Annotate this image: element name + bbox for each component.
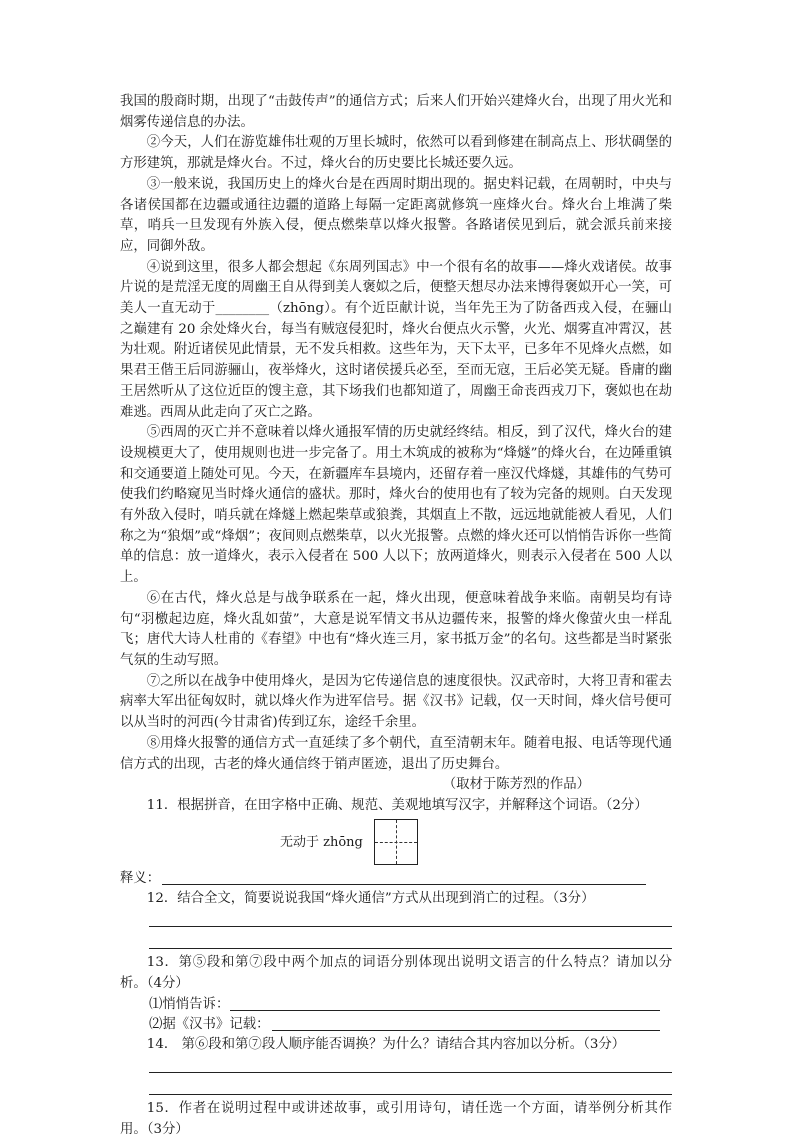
q13-part-2-label: ⑵据《汉书》记载： (149, 1016, 270, 1032)
q13-part-1-answer-line[interactable] (230, 1010, 660, 1011)
tianzige-box[interactable] (374, 819, 418, 865)
q14-answer-line-1[interactable] (120, 1055, 672, 1077)
paragraph-7: ⑦之所以在战争中使用烽火，是因为它传递信息的速度很快。汉武帝时，大将卫青和霍去病率大军出征匈奴时，就以烽火作为进军信号。据《汉书》记载，仅一天时间，烽火信号便可以从当时的河西(今甘肃省)传到辽东，途经千余里。 (120, 673, 672, 731)
meaning-label: 释义： (120, 870, 161, 886)
pinyin-prompt: 无动于 zhōng (280, 834, 363, 850)
q13-part-2-answer-line[interactable] (272, 1030, 660, 1031)
q13-part-1-row (120, 995, 672, 1015)
questions (120, 796, 672, 1141)
paragraph-3: ③一般来说，我国历史上的烽火台是在西周时期出现的。据史料记载，在周朝时，中央与各诸侯国都在边疆或通往边疆的道路上每隔一定距离就修筑一座烽火台。烽火台上堆满了柴草，哨兵一旦发现有外族入侵，便点燃柴草以烽火报警。各路诸侯见到后，就会派兵前来接应，同御外敌。 (120, 176, 672, 254)
grid-horizontal-guide (375, 842, 417, 843)
underline (149, 1072, 672, 1073)
meaning-row (120, 869, 672, 889)
q12-answer-line-2[interactable] (120, 931, 672, 953)
q12-answer-line-1[interactable] (120, 909, 672, 931)
meaning-answer-line[interactable] (162, 884, 646, 885)
character-grid-row (120, 817, 672, 869)
article (120, 92, 672, 796)
q13-part-2-row (120, 1015, 672, 1035)
paragraph-5: ⑤西周的灭亡并不意味着以烽火通报军情的历史就经终结。相反，到了汉代，烽火台的建设规模更大了，使用规则也进一步完备了。用土木筑成的被称为“烽燧”的烽火台，在边陲重镇和交通要道上随处可见。今天，在新疆库车县境内，还留存着一座汉代烽燧，其雄伟的气势可使我们约略窥见当时烽火通信的盛状。那时，烽火台的使用也有了较为完备的规则。白天发现有外敌入侵时，哨兵就在烽燧上燃起柴草或狼粪，其烟直上不散，远远地就能被人看见，人们称之为“狼烟”或“烽烟”；夜间则点燃柴草，以火光报警。点燃的烽火还可以悄悄告诉你一些简单的信息：放一道烽火，表示入侵者在 500 人以下；放两道烽火，则表示入侵者在 500 人以上。 (120, 425, 672, 586)
question-15: 15．作者在说明过程中或讲述故事，或引用诗句，请任选一个方面，请举例分析其作用。（3分） (120, 1101, 672, 1138)
underline (149, 948, 672, 949)
paragraph-8: ⑧用烽火报警的通信方式一直延续了多个朝代，直至清朝末年。随着电报、电话等现代通信方式的出现，古老的烽火通信终于销声匿迹，退出了历史舞台。 (120, 735, 672, 772)
paragraph-6: ⑥在古代，烽火总是与战争联系在一起，烽火出现，便意味着战争来临。南朝吴均有诗句“羽檄起边庭，烽火乱如萤”，大意是说军情文书从边疆传来，报警的烽火像萤火虫一样乱飞；唐代大诗人杜甫的《春望》中也有“烽火连三月，家书抵万金”的名句。这些都是当时紧张气氛的生动写照。 (120, 590, 672, 668)
question-14: 14． 第⑥段和第⑦段人顺序能否调换？为什么？请结合其内容加以分析。（3分） (146, 1036, 626, 1052)
paragraph-4: ④说到这里，很多人都会想起《东周列国志》中一个很有名的故事——烽火戏诸侯。故事片说的是荒淫无度的周幽王自从得到美人褒姒之后，便整天想尽办法来博得褒姒开心一笑，可美人一直无动于________（zhōng）。有个近臣献计说，当年先王为了防备西戎入侵，在骊山之巅建有 20 余处烽火台，每当有贼寇侵犯时，烽火台便点火示警，火光、烟雾直冲霄汉，甚为壮观。附近诸侯见此情景，无不发兵相救。这些年为，天下太平，已多年不见烽火点燃，如果君王偕王后同游骊山，夜举烽火，这时诸侯援兵必至，至而无寇，王后必笑无疑。昏庸的幽王居然听从了这位近臣的馊主意，其下场我们也都知道了，周幽王命丧西戎刀下，褒姒也在劫难逃。西周从此走向了灭亡之路。 (120, 259, 672, 420)
question-12: 12．结合全文，简要说说我国“烽火通信”方式从出现到消亡的过程。（3分） (146, 890, 595, 906)
q13-part-1-label: ⑴悄悄告诉： (149, 996, 230, 1012)
paragraph-2: ②今天，人们在游览雄伟壮观的万里长城时，依然可以看到修建在制高点上、形状碉堡的方形建筑，那就是烽火台。不过，烽火台的历史要比长城还要久远。 (120, 135, 672, 172)
underline (149, 926, 672, 927)
source-credit: （取材于陈芳烈的作品） (442, 777, 590, 793)
q14-answer-line-2[interactable] (120, 1077, 672, 1099)
exam-page (120, 92, 672, 1141)
question-11: 11．根据拼音，在田字格中正确、规范、美观地填写汉字，并解释这个词语。（2分） (146, 797, 648, 813)
question-13: 13．第⑤段和第⑦段中两个加点的词语分别体现出说明文语言的什么特点？请加以分析。（4分） (120, 955, 672, 992)
paragraph-1: 我国的殷商时期，出现了“击鼓传声”的通信方式；后来人们开始兴建烽火台，出现了用火光和烟雾传递信息的办法。 (120, 94, 672, 130)
underline (149, 1094, 672, 1095)
